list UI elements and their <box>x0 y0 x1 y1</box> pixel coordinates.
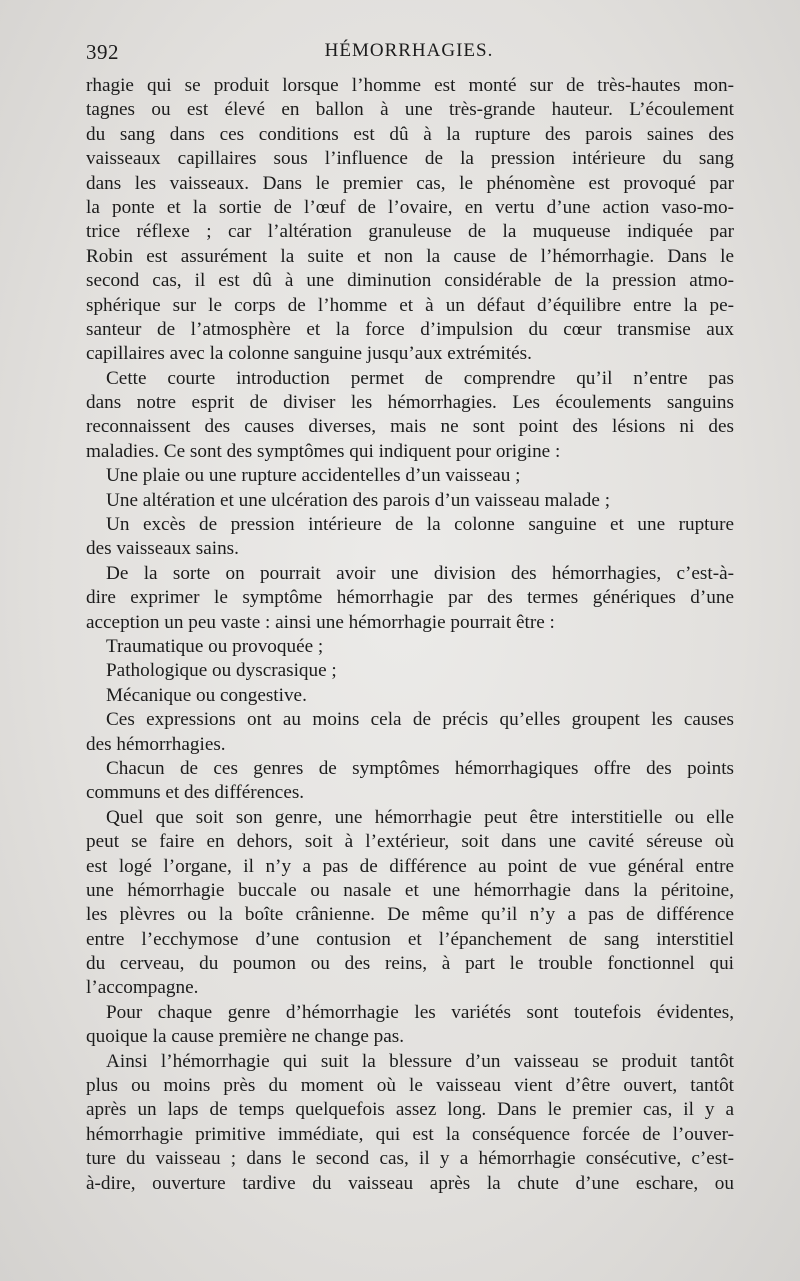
text-line: à-dire, ouverture tardive du vaisseau après la chute d’une eschare, ou <box>86 1172 734 1194</box>
text-line: sphérique sur le corps de l’homme et à un défaut d’équilibre entre la pe- <box>86 294 734 316</box>
page-header <box>86 40 732 70</box>
text-line: Ces expressions ont au moins cela de précis qu’elles groupent les causes <box>106 709 734 731</box>
text-line: dire exprimer le symptôme hémorrhagie par des termes génériques d’une <box>86 587 734 609</box>
text-line: peut se faire en dehors, soit à l’extérieur, soit dans une cavité séreuse où <box>86 831 734 853</box>
text-line: dans notre esprit de diviser les hémorrhagies. Les écoulements sanguins <box>86 392 734 414</box>
text-line: du cerveau, du poumon ou des reins, à part le trouble fonctionnel qui <box>86 953 734 975</box>
text-line: après un laps de temps quelquefois assez long. Dans le premier cas, il y a <box>86 1099 734 1121</box>
text-line: Pathologique ou dyscrasique ; <box>106 660 337 682</box>
text-line: Chacun de ces genres de symptômes hémorrhagiques offre des points <box>106 757 734 779</box>
text-line: vaisseaux capillaires sous l’influence de la pression intérieure du sang <box>86 148 734 170</box>
text-line: Ainsi l’hémorrhagie qui suit la blessure d’un vaisseau se produit tantôt <box>106 1050 734 1072</box>
text-line: second cas, il est dû à une diminution considérable de la pression atmo- <box>86 270 734 292</box>
text-line: Un excès de pression intérieure de la colonne sanguine et une rupture <box>106 514 734 536</box>
text-line: est logé l’organe, il n’y a pas de différence au point de vue général entre <box>86 855 734 877</box>
text-line: dans les vaisseaux. Dans le premier cas, le phénomène est provoqué par <box>86 172 734 194</box>
text-line: des hémorrhagies. <box>86 733 226 755</box>
text-line: acception un peu vaste : ainsi une hémorrhagie pourrait être : <box>86 611 555 633</box>
text-line: Mécanique ou congestive. <box>106 684 307 706</box>
text-line: quoique la cause première ne change pas. <box>86 1026 405 1048</box>
text-line: entre l’ecchymose d’une contusion et l’épanchement de sang interstitiel <box>86 928 734 950</box>
text-line: ture du vaisseau ; dans le second cas, il y a hémorrhagie consécutive, c’est- <box>86 1148 734 1170</box>
text-line: Robin est assurément la suite et non la cause de l’hémorrhagie. Dans le <box>86 245 734 267</box>
body-text <box>86 74 734 1196</box>
text-line: Quel que soit son genre, une hémorrhagie peut être interstitielle ou elle <box>106 806 734 828</box>
text-line: une hémorrhagie buccale ou nasale et une hémorrhagie dans la péritoine, <box>86 879 734 901</box>
text-line: du sang dans ces conditions est dû à la rupture des parois saines des <box>86 123 734 145</box>
text-line: communs et des différences. <box>86 782 305 804</box>
text-line: des vaisseaux sains. <box>86 538 239 560</box>
page-number: 392 <box>86 40 119 64</box>
text-line: Une plaie ou une rupture accidentelles d’un vaisseau ; <box>106 465 521 487</box>
text-line: tagnes ou est élevé en ballon à une très-grande hauteur. L’écoulement <box>86 99 734 121</box>
text-line: Cette courte introduction permet de comprendre qu’il n’entre pas <box>106 367 734 389</box>
text-line: Traumatique ou provoquée ; <box>106 635 324 657</box>
text-line: Pour chaque genre d’hémorrhagie les variétés sont toutefois évidentes, <box>106 1001 734 1023</box>
text-line: reconnaissent des causes diverses, mais ne sont point des lésions ni des <box>86 416 734 438</box>
text-line: maladies. Ce sont des symptômes qui indiquent pour origine : <box>86 440 561 462</box>
text-line: les plèvres ou la boîte crânienne. De même qu’il n’y a pas de différence <box>86 904 734 926</box>
text-line: rhagie qui se produit lorsque l’homme est monté sur de très-hautes mon- <box>86 75 734 96</box>
text-line: hémorrhagie primitive immédiate, qui est la conséquence forcée de l’ouver- <box>86 1123 734 1145</box>
text-line: Une altération et une ulcération des parois d’un vaisseau malade ; <box>106 489 611 511</box>
text-line: plus ou moins près du moment où le vaisseau vient d’être ouvert, tantôt <box>86 1075 734 1097</box>
text-line: trice réflexe ; car l’altération granuleuse de la muqueuse indiquée par <box>86 221 734 243</box>
text-line: De la sorte on pourrait avoir une division des hémorrhagies, c’est-à- <box>106 562 734 584</box>
text-line: santeur de l’atmosphère et la force d’impulsion du cœur transmise aux <box>86 318 734 340</box>
text-line: la ponte et la sortie de l’œuf de l’ovaire, en vertu d’une action vaso-mo- <box>86 196 734 218</box>
running-title: HÉMORRHAGIES. <box>324 40 494 61</box>
text-line: capillaires avec la colonne sanguine jusqu’aux extrémités. <box>86 343 532 365</box>
text-line: l’accompagne. <box>86 977 199 999</box>
